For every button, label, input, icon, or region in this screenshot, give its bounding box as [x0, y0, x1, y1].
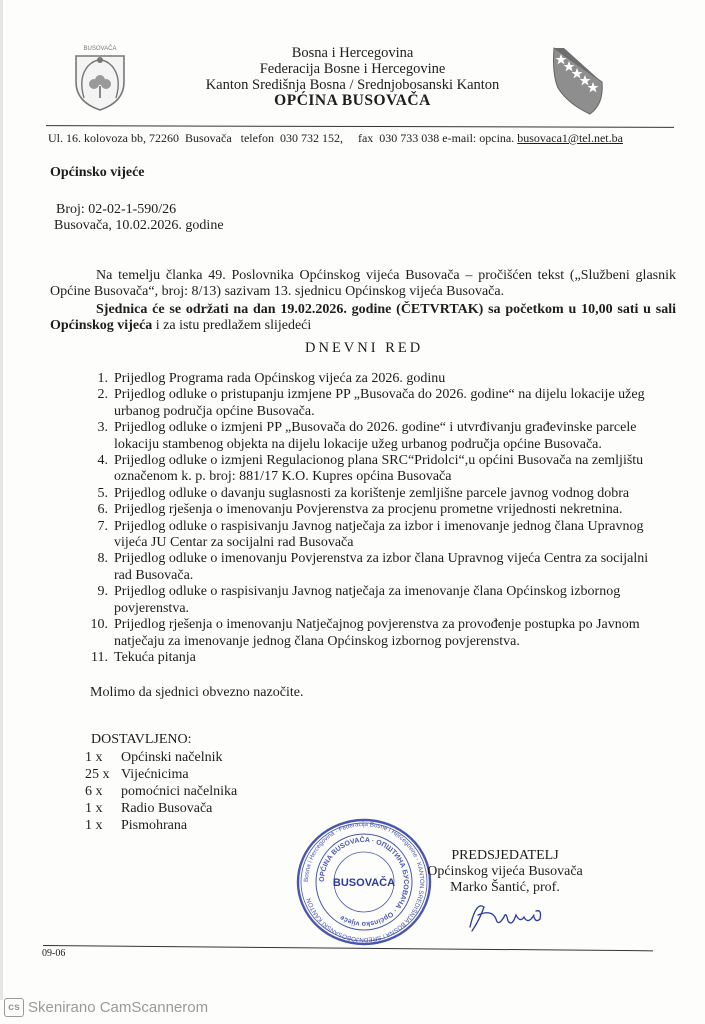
- scanner-watermark: [4, 996, 208, 1018]
- agenda-item: [94, 551, 664, 584]
- agenda-item-text: Prijedlog odluke o izmjeni Regulacionog plana SRC“Pridolci“,u općini Busovača na zemljištu označenom k. p. broj: 881/17 K.O. Kupres općina Busovača: [114, 453, 644, 485]
- letterhead-line-federation: Federacija Bosne i Hercegovine: [259, 61, 446, 77]
- letterhead-divider: [46, 125, 674, 128]
- signatory-title: PREDSJEDATELJ: [451, 848, 559, 863]
- agenda-item-text: Prijedlog rješenja o imenovanju Natječajnog povjerenstva za provođenje postupka po Javnom natječaju za imenovanje jednog člana Općinskog izbornog povjerenstva.: [114, 617, 640, 649]
- agenda-item-number: 7.: [97, 518, 108, 534]
- delivered-recipient: Radio Busovača: [121, 801, 213, 816]
- agenda-item: [91, 649, 664, 666]
- page-edge: [0, 0, 3, 1000]
- official-stamp: [290, 818, 438, 946]
- agenda-item-number: 9.: [97, 584, 108, 600]
- agenda-item-number: 11.: [91, 649, 108, 665]
- agenda-item: [94, 453, 664, 486]
- agenda-item-number: 10.: [90, 617, 108, 633]
- contact-address: [48, 131, 623, 146]
- agenda-item-number: 4.: [97, 453, 108, 469]
- delivered-item: [85, 749, 237, 766]
- session-paragraph: [50, 302, 676, 334]
- agenda-item-number: 2.: [97, 387, 108, 403]
- delivered-qty: 25 x: [85, 767, 110, 782]
- delivered-heading: DOSTAVLJENO:: [91, 732, 192, 747]
- delivered-qty: 1 x: [85, 818, 103, 833]
- agenda-list: [90, 371, 664, 666]
- session-details: Sjednica će se održati na dan 19.02.2026. godine (ČETVRTAK) sa početkom u 10,00 sati u sali Općinskog vijeća: [50, 302, 676, 333]
- agenda-item-text: Prijedlog odluke o davanju suglasnosti za korištenje zemljišne parcele javnog vodnog dobra: [114, 485, 630, 501]
- agenda-item-text: Prijedlog odluke o pristupanju izmjene PP „Busovača do 2026. godine“ na dijelu lokacije užeg urbanog područja općine Busovača.: [114, 387, 645, 419]
- delivered-item: [85, 817, 237, 834]
- agenda-item-number: 8.: [97, 551, 108, 567]
- handwritten-signature: [462, 897, 552, 935]
- signatory-name: Marko Šantić, prof.: [450, 880, 560, 895]
- delivered-recipient: Vijećnicima: [121, 767, 189, 782]
- signature-block: [420, 848, 590, 896]
- footer-code: 09-06: [42, 948, 66, 959]
- letterhead-municipality: OPĆINA BUSOVAČA: [274, 92, 431, 109]
- agenda-item-number: 1.: [97, 371, 108, 386]
- delivered-qty: 1 x: [85, 801, 103, 816]
- agenda-item-text: Prijedlog Programa rada Općinskog vijeća za 2026. godinu: [114, 371, 446, 386]
- crest-text: BUSOVAČA: [83, 46, 117, 52]
- delivered-item: [85, 766, 237, 783]
- signatory-body: Općinskog vijeća Busovača: [427, 864, 583, 879]
- agenda-item: [94, 420, 664, 453]
- agenda-item: [94, 387, 664, 420]
- agenda-item-number: 3.: [97, 420, 108, 436]
- letterhead-line-country: Bosna i Hercegovina: [291, 45, 414, 61]
- agenda-item: [94, 371, 664, 387]
- agenda-item-number: 5.: [97, 485, 108, 501]
- agenda-item-text: Prijedlog odluke o raspisivanju Javnog natječaja za izbor i imenovanje jednog člana Upravnog vijeća JU Centar za socijalni rad Busovača: [114, 518, 644, 551]
- email-link[interactable]: busovaca1@tel.net.ba: [517, 131, 623, 145]
- agenda-item-text: Prijedlog odluke o izmjeni PP „Busovača do 2026. godine“ i utvrđivanju građevinske parcele lokaciju stambenog objekta na dijelu lokacije užeg urbanog područja općine Busovača.: [114, 420, 637, 452]
- delivered-item: [85, 800, 237, 817]
- agenda-item: [94, 486, 664, 502]
- council-heading: Općinsko vijeće: [50, 165, 145, 180]
- intro-paragraph: Na temelju članka 49. Poslovnika Općinskog vijeća Busovača – pročišćen tekst („Službeni glasnik Općine Busovača“, broj: 8/13) sazivam 13. sjednicu Općinskog vijeća Busovača.: [50, 268, 676, 299]
- agenda-item: [94, 502, 664, 518]
- place-date: Busovača, 10.02.2026. godine: [54, 218, 224, 233]
- delivered-qty: 1 x: [85, 750, 103, 765]
- agenda-item: [94, 584, 664, 617]
- stamp-ring-inner: OPĆINA BUSOVAČA · ОПШТИНА БУСОВАЧА · Općinsko vijeće: [318, 836, 410, 928]
- delivered-recipient: Općinski načelnik: [121, 750, 223, 765]
- agenda-item-text: Prijedlog rješenja o imenovanju Povjerenstva za procjenu prometne vrijednosti nekretnina.: [114, 502, 623, 518]
- agenda-title: DNEVNI RED: [305, 340, 424, 356]
- delivered-recipient: Pismohrana: [121, 818, 188, 833]
- session-tail: i za istu predlažem slijedeći: [152, 318, 312, 333]
- delivered-qty: 6 x: [85, 784, 103, 799]
- agenda-item-number: 6.: [97, 502, 108, 518]
- reference-number: Broj: 02-02-1-590/26: [56, 202, 177, 217]
- delivered-item: [85, 783, 237, 800]
- agenda-item-text: Tekuća pitanja: [114, 649, 196, 665]
- agenda-item: [90, 617, 664, 650]
- stamp-center-text: BUSOVAČA: [332, 877, 396, 889]
- stamp-ring-outer: Bosna i Hercegovina · Federacija Bosne i Hercegovine · KANTON SREDIŠNJA BOSNA / SREDNJOBOSANSKI KANTON: [302, 820, 426, 944]
- delivered-recipient: pomoćnici načelnika: [121, 784, 238, 799]
- delivered-list: [85, 749, 237, 834]
- watermark-text: Skenirano CamScannerom: [28, 998, 209, 1016]
- agenda-item: [94, 519, 664, 552]
- camscanner-logo-icon: cs: [4, 998, 24, 1017]
- coat-of-arms-icon: [548, 44, 608, 116]
- address-text: Ul. 16. kolovoza bb, 72260 Busovača telefon 030 732 152, fax 030 733 038 e-mail: opcina.: [48, 131, 518, 145]
- letterhead-line-canton: Kanton Središnja Bosna / Srednjobosanski Kanton: [205, 77, 500, 93]
- agenda-item-text: Prijedlog odluke o raspisivanju Javnog natječaja za imenovanje člana Općinskog izbornog povjerenstva.: [114, 584, 621, 616]
- agenda-item-text: Prijedlog odluke o imenovanju Povjerenstva za izbor člana Upravnog vijeća Centra za socijalni rad Busovača.: [114, 551, 649, 583]
- closing-sentence: Molimo da sjednici obvezno nazočite.: [90, 685, 304, 700]
